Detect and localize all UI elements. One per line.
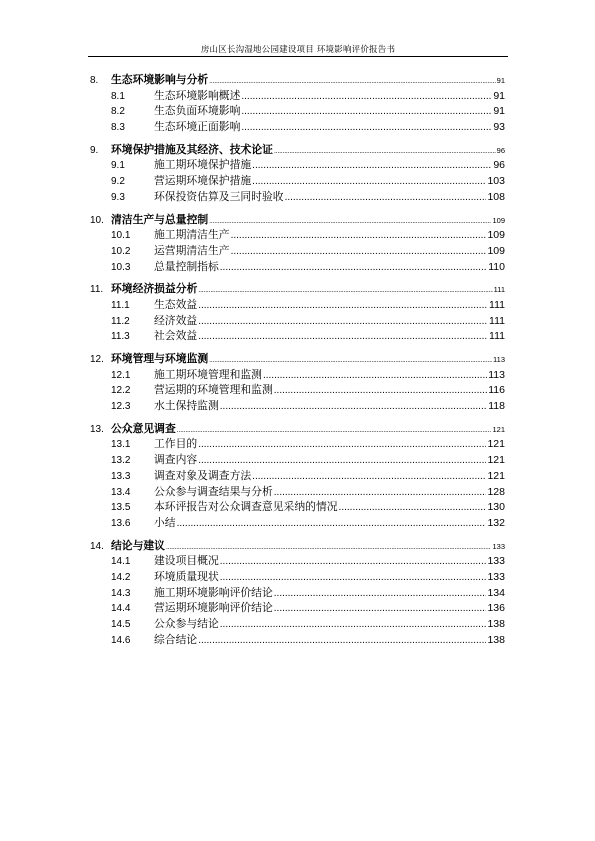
toc-entry-page: 93 — [493, 121, 505, 134]
toc-dot-leader — [198, 300, 488, 311]
toc-section-entry[interactable] — [0, 553, 505, 569]
toc-entry-number: 14.2 — [111, 571, 131, 583]
toc-entry-number: 13.6 — [111, 517, 131, 529]
toc-section-entry[interactable] — [0, 515, 505, 531]
toc-entry-title: 水土保持监测 — [154, 399, 219, 413]
toc-dot-leader — [198, 316, 488, 327]
toc-entry-title: 营运期的环境管理和监测 — [154, 383, 273, 397]
toc-entry-title: 环境经济损益分析 — [111, 282, 198, 296]
toc-entry-page: 96 — [493, 159, 505, 172]
toc-section-entry[interactable] — [0, 259, 505, 275]
page-header-title: 房山区长沟湿地公园建设项目 环境影响评价报告书 — [200, 45, 396, 55]
toc-entry-title: 社会效益 — [154, 329, 198, 343]
toc-dot-leader — [231, 230, 487, 241]
toc-entry-number: 11.3 — [111, 331, 130, 343]
toc-entry-title: 调查对象及调查方法 — [154, 468, 252, 482]
toc-chapter-entry[interactable] — [0, 421, 505, 437]
toc-section-entry[interactable] — [0, 119, 505, 135]
toc-entry-title: 营运期环境影响评价结论 — [154, 601, 273, 615]
toc-entry-number: 13. — [90, 423, 104, 435]
toc-entry-number: 14.6 — [111, 634, 131, 646]
toc-section-entry[interactable] — [0, 382, 505, 398]
toc-dot-leader — [198, 455, 486, 466]
toc-entry-page: 109 — [492, 215, 505, 225]
toc-dot-leader — [285, 192, 487, 203]
toc-entry-page: 133 — [492, 541, 505, 551]
toc-entry-title: 小结 — [154, 515, 176, 529]
toc-dot-leader — [241, 106, 492, 117]
toc-dot-leader — [252, 160, 492, 171]
toc-entry-page: 113 — [488, 368, 505, 381]
toc-entry-number: 9.3 — [111, 191, 125, 203]
toc-dot-leader — [274, 487, 487, 498]
toc-entry-title: 环境保护措施及其经济、技术论证 — [111, 142, 273, 156]
toc-entry-title: 施工期清洁生产 — [154, 228, 230, 242]
toc-chapter-entry[interactable] — [0, 212, 505, 228]
toc-entry-page: 121 — [487, 454, 505, 467]
toc-chapter — [0, 72, 595, 135]
toc-entry-page: 121 — [487, 469, 505, 482]
toc-entry-title: 环境质量现状 — [154, 569, 219, 583]
toc-section-entry[interactable] — [0, 484, 505, 500]
toc-section-entry[interactable] — [0, 600, 505, 616]
toc-dot-leader — [209, 78, 495, 85]
toc-entry-number: 8.3 — [111, 122, 125, 134]
toc-entry-page: 108 — [487, 190, 505, 203]
toc-entry-title: 生态环境影响与分析 — [111, 73, 209, 86]
toc-section-entry[interactable] — [0, 227, 505, 243]
toc-section-entry[interactable] — [0, 313, 505, 329]
toc-entry-title: 施工期环境影响评价结论 — [154, 585, 273, 599]
toc-dot-leader — [209, 218, 491, 225]
toc-entry-page: 128 — [487, 485, 505, 498]
toc-entry-page: 136 — [487, 602, 505, 615]
toc-dot-leader — [274, 603, 487, 614]
toc-entry-title: 环境管理与环境监测 — [111, 352, 209, 365]
toc-entry-number: 11.2 — [111, 315, 130, 327]
toc-entry-page: 132 — [487, 516, 505, 529]
toc-entry-number: 13.4 — [111, 486, 131, 498]
toc-entry-title: 营运期环境保护措施 — [154, 174, 252, 188]
toc-section-entry[interactable] — [0, 88, 505, 104]
toc-section-entry[interactable] — [0, 189, 505, 205]
toc-entry-number: 13.1 — [111, 439, 131, 451]
toc-entry-title: 综合结论 — [154, 632, 198, 646]
toc-entry-number: 8.1 — [111, 90, 125, 102]
toc-entry-title: 运营期清洁生产 — [154, 243, 230, 257]
toc-entry-number: 10. — [90, 214, 104, 226]
toc-entry-number: 10.3 — [111, 261, 131, 273]
toc-entry-title: 施工期环境管理和监测 — [154, 367, 262, 381]
toc-section-entry[interactable] — [0, 398, 505, 414]
toc-section-entry[interactable] — [0, 243, 505, 259]
toc-entry-page: 113 — [493, 355, 505, 364]
toc-entry-number: 10.2 — [111, 245, 131, 257]
toc-chapter — [0, 538, 595, 648]
toc-entry-number: 12. — [90, 354, 104, 365]
toc-entry-number: 8. — [90, 75, 99, 86]
toc-dot-leader — [252, 471, 486, 482]
toc-entry-number: 10.1 — [111, 230, 131, 242]
toc-section-entry[interactable] — [0, 499, 505, 515]
toc-entry-number: 14.5 — [111, 619, 131, 630]
toc-chapter — [0, 212, 595, 275]
toc-chapter — [0, 142, 595, 205]
toc-entry-page: 133 — [487, 555, 505, 568]
toc-dot-leader — [198, 287, 492, 294]
toc-entry-page: 138 — [487, 618, 505, 630]
toc-section-entry[interactable] — [0, 173, 505, 189]
toc-entry-title: 公众参与调查结果与分析 — [154, 484, 273, 498]
toc-entry-number: 11. — [90, 284, 104, 296]
toc-entry-page: 111 — [489, 314, 505, 327]
toc-section-entry[interactable] — [0, 328, 505, 344]
toc-entry-title: 建设项目概况 — [154, 554, 219, 568]
toc-dot-leader — [252, 176, 486, 187]
toc-chapter-entry[interactable] — [0, 72, 505, 88]
toc-entry-page: 130 — [487, 501, 505, 514]
toc-entry-title: 调查内容 — [154, 453, 198, 467]
toc-entry-page: 103 — [487, 175, 505, 188]
toc-entry-number: 13.5 — [111, 502, 131, 514]
toc-entry-title: 结论与建议 — [111, 538, 165, 552]
toc-dot-leader — [198, 331, 488, 342]
toc-dot-leader — [220, 556, 487, 567]
toc-chapter-entry[interactable] — [0, 351, 505, 367]
toc-entry-page: 118 — [488, 400, 505, 413]
toc-dot-leader — [274, 385, 487, 396]
toc-entry-title: 总量控制指标 — [154, 259, 219, 273]
toc-entry-number: 13.2 — [111, 455, 131, 467]
toc-entry-number: 9. — [90, 144, 99, 156]
toc-entry-title: 生态效益 — [154, 297, 198, 311]
toc-entry-page: 109 — [487, 229, 505, 242]
toc-entry-title: 生态环境影响概述 — [154, 88, 241, 102]
table-of-contents — [0, 72, 595, 654]
toc-section-entry[interactable] — [0, 297, 505, 313]
toc-entry-number: 14.1 — [111, 556, 131, 568]
toc-dot-leader — [231, 246, 487, 257]
toc-entry-title: 环保投资估算及三同时验收 — [154, 189, 284, 203]
toc-entry-page: 133 — [487, 570, 505, 583]
toc-dot-leader — [274, 148, 496, 155]
toc-dot-leader — [241, 122, 492, 133]
toc-section-entry[interactable] — [0, 157, 505, 173]
toc-dot-leader — [263, 370, 487, 381]
toc-section-entry[interactable] — [0, 468, 505, 484]
toc-entry-number: 9.1 — [111, 160, 125, 172]
toc-entry-title: 施工期环境保护措施 — [154, 158, 252, 172]
toc-entry-page: 96 — [496, 145, 505, 155]
toc-dot-leader — [339, 502, 487, 513]
toc-dot-leader — [177, 427, 492, 434]
toc-entry-page: 111 — [493, 285, 505, 295]
toc-dot-leader — [198, 635, 486, 646]
toc-entry-number: 14. — [90, 540, 104, 552]
toc-entry-title: 本环评报告对公众调查意见采纳的情况 — [154, 500, 338, 514]
toc-entry-number: 13.3 — [111, 470, 131, 482]
toc-entry-title: 工作目的 — [154, 437, 198, 451]
toc-dot-leader — [274, 588, 487, 599]
toc-chapter-entry[interactable] — [0, 538, 505, 554]
toc-dot-leader — [220, 401, 487, 412]
toc-section-entry[interactable] — [0, 585, 505, 601]
toc-entry-page: 111 — [489, 330, 505, 343]
toc-chapter — [0, 421, 595, 531]
toc-dot-leader — [198, 439, 486, 450]
toc-entry-number: 14.4 — [111, 603, 131, 615]
header-divider — [88, 56, 508, 57]
toc-entry-page: 111 — [489, 298, 505, 311]
toc-section-entry[interactable] — [0, 452, 505, 468]
toc-section-entry[interactable] — [0, 367, 505, 383]
toc-entry-number: 9.2 — [111, 176, 125, 188]
toc-dot-leader — [177, 518, 487, 529]
toc-entry-page: 91 — [493, 105, 505, 118]
toc-section-entry[interactable] — [0, 632, 505, 648]
toc-chapter — [0, 281, 595, 344]
toc-chapter-entry[interactable] — [0, 281, 505, 297]
toc-entry-page: 91 — [493, 89, 505, 102]
toc-dot-leader — [220, 262, 487, 273]
toc-entry-page: 91 — [496, 76, 505, 85]
toc-entry-title: 清洁生产与总量控制 — [111, 212, 209, 226]
toc-chapter-entry[interactable] — [0, 142, 505, 158]
toc-entry-number: 12.2 — [111, 385, 131, 397]
toc-chapter — [0, 351, 595, 414]
toc-section-entry[interactable] — [0, 436, 505, 452]
toc-entry-number: 8.2 — [111, 106, 125, 118]
toc-entry-number: 11.1 — [111, 299, 130, 311]
toc-entry-page: 109 — [487, 244, 505, 257]
toc-entry-title: 生态环境正面影响 — [154, 120, 241, 134]
toc-entry-number: 12.3 — [111, 401, 131, 413]
toc-entry-page: 116 — [488, 384, 505, 397]
toc-entry-title: 经济效益 — [154, 313, 198, 327]
toc-section-entry[interactable] — [0, 569, 505, 585]
toc-entry-page: 121 — [492, 424, 505, 434]
toc-entry-number: 12.1 — [111, 369, 131, 381]
toc-section-entry[interactable] — [0, 616, 505, 632]
toc-dot-leader — [220, 619, 487, 630]
toc-dot-leader — [220, 572, 487, 583]
toc-dot-leader — [241, 91, 492, 102]
toc-dot-leader — [166, 544, 492, 551]
toc-dot-leader — [209, 357, 492, 364]
toc-entry-title: 公众参与结论 — [154, 617, 219, 630]
toc-entry-page: 138 — [487, 633, 505, 646]
toc-entry-title: 生态负面环境影响 — [154, 104, 241, 118]
toc-entry-page: 121 — [487, 438, 505, 451]
toc-entry-page: 134 — [487, 586, 505, 599]
toc-section-entry[interactable] — [0, 103, 505, 119]
toc-entry-title: 公众意见调查 — [111, 421, 176, 435]
toc-entry-number: 14.3 — [111, 587, 131, 599]
toc-entry-page: 110 — [488, 260, 505, 273]
